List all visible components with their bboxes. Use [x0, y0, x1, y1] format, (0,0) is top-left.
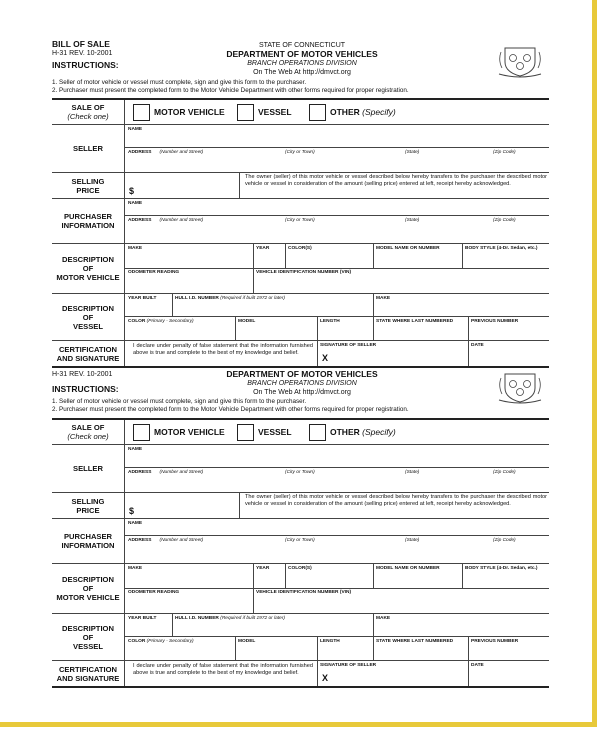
other-option: OTHER (Specify)	[330, 107, 396, 117]
instructions-list	[52, 79, 409, 95]
owner-statement: The owner (seller) of this motor vehicle or vessel described below hereby transfers to the purchaser the described motor vehicle or vessel in consideration of the amount (selling price) entered at left, receipt hereby acknowledged.	[245, 174, 547, 187]
certification-row	[52, 341, 549, 366]
mv-make-field[interactable]: MAKE	[128, 246, 143, 251]
selling-price-label: SELLING PRICE	[52, 493, 125, 518]
purchaser-label: PURCHASER INFORMATION	[52, 519, 125, 563]
header-center	[187, 41, 417, 77]
instruction-2: 2. Purchaser must present the completed form to the Motor Vehicle Department with other forms required for proper registration.	[52, 87, 409, 94]
purchaser-row	[52, 519, 549, 564]
vessel-checkbox[interactable]	[237, 424, 254, 441]
vessel-model-field[interactable]: MODEL	[238, 319, 256, 324]
motor-vehicle-row	[52, 244, 549, 294]
purchaser-zip: (Zip Code)	[493, 218, 516, 223]
sale-of-row	[52, 420, 549, 445]
other-checkbox[interactable]	[309, 104, 326, 121]
hull-id-field[interactable]: HULL I.D. NUMBER (Required if built 1972 or later)	[175, 296, 286, 301]
signature-x-mark: X	[322, 353, 329, 363]
motor-vehicle-description-label: DESCRIPTION OF MOTOR VEHICLE	[52, 244, 125, 293]
seller-state: (State)	[405, 150, 420, 155]
purchaser-name-field[interactable]: NAME	[128, 521, 143, 526]
seller-zip: (Zip Code)	[493, 150, 516, 155]
vessel-option: VESSEL	[258, 427, 292, 437]
mv-make-field[interactable]: MAKE	[128, 566, 143, 571]
other-option: OTHER (Specify)	[330, 427, 396, 437]
sale-of-label: SALE OF (Check one)	[52, 100, 125, 124]
branch-name: BRANCH OPERATIONS DIVISION	[247, 380, 357, 387]
seller-row	[52, 445, 549, 493]
form-copy-2	[52, 418, 549, 688]
state-seal-icon	[497, 370, 543, 404]
declaration-text: I declare under penalty of false statement that the information furnished above is true and complete to the best of my knowledge and belief.	[133, 343, 313, 356]
state-last-numbered-field[interactable]: STATE WHERE LAST NUMBERED	[376, 319, 454, 324]
state-seal-icon	[497, 44, 543, 78]
hull-id-field[interactable]: HULL I.D. NUMBER (Required if built 1972 or later)	[175, 616, 286, 621]
seller-zip: (Zip Code)	[493, 470, 516, 475]
vessel-option: VESSEL	[258, 107, 292, 117]
motor-vehicle-checkbox[interactable]	[133, 424, 150, 441]
vessel-length-field[interactable]: LENGTH	[320, 319, 340, 324]
odometer-field[interactable]: ODOMETER READING	[128, 590, 180, 595]
year-built-field[interactable]: YEAR BUILT	[128, 296, 157, 301]
sale-of-label: SALE OF (Check one)	[52, 420, 125, 444]
seller-city: (City or Town)	[285, 150, 315, 155]
certification-label: CERTIFICATION AND SIGNATURE	[52, 341, 125, 366]
web-address: On The Web At http://dmvct.org	[253, 69, 351, 76]
seller-name-field[interactable]: NAME	[128, 127, 143, 132]
form-code: H-31 REV. 10-2001	[52, 50, 113, 57]
state-name: STATE OF CONNECTICUT	[258, 42, 346, 49]
bill-title: BILL OF SALE	[52, 39, 110, 49]
mv-color-field[interactable]: COLOR(S)	[288, 246, 312, 251]
motor-vehicle-option: MOTOR VEHICLE	[154, 107, 225, 117]
selling-price-field[interactable]: $	[129, 506, 135, 516]
vessel-color-field[interactable]: COLOR (Primary - Secondary)	[128, 319, 194, 324]
state-last-numbered-field[interactable]: STATE WHERE LAST NUMBERED	[376, 639, 454, 644]
instructions-title: INSTRUCTIONS:	[52, 60, 119, 70]
header-left	[52, 370, 119, 394]
seller-address-field[interactable]: ADDRESS (Number and Street)	[128, 150, 204, 155]
web-address: On The Web At http://dmvct.org	[253, 389, 351, 396]
department-name: DEPARTMENT OF MOTOR VEHICLES	[226, 369, 378, 379]
owner-statement: The owner (seller) of this motor vehicle or vessel described below hereby transfers to the purchaser the described motor vehicle or vessel in consideration of the amount (selling price) entered at left, receipt hereby acknowledged.	[245, 494, 547, 507]
vessel-make-field[interactable]: MAKE	[376, 296, 391, 301]
previous-number-field[interactable]: PREVIOUS NUMBER	[471, 639, 519, 644]
mv-year-field[interactable]: YEAR	[256, 566, 270, 571]
mv-model-field[interactable]: MODEL NAME OR NUMBER	[376, 246, 440, 251]
sale-of-row	[52, 100, 549, 125]
department-name: DEPARTMENT OF MOTOR VEHICLES	[226, 49, 378, 59]
vessel-make-field[interactable]: MAKE	[376, 616, 391, 621]
seller-address-field[interactable]: ADDRESS (Number and Street)	[128, 470, 204, 475]
motor-vehicle-checkbox[interactable]	[133, 104, 150, 121]
seller-state: (State)	[405, 470, 420, 475]
mv-model-field[interactable]: MODEL NAME OR NUMBER	[376, 566, 440, 571]
odometer-field[interactable]: ODOMETER READING	[128, 270, 180, 275]
selling-price-row	[52, 493, 549, 519]
purchaser-state: (State)	[405, 538, 420, 543]
purchaser-name-field[interactable]: NAME	[128, 201, 143, 206]
selling-price-label: SELLING PRICE	[52, 173, 125, 198]
vin-field[interactable]: VEHICLE IDENTIFICATION NUMBER (VIN)	[256, 270, 352, 275]
purchaser-address-field[interactable]: ADDRESS (Number and Street)	[128, 218, 204, 223]
seller-label: SELLER	[52, 445, 125, 492]
mv-year-field[interactable]: YEAR	[256, 246, 270, 251]
vessel-checkbox[interactable]	[237, 104, 254, 121]
purchaser-zip: (Zip Code)	[493, 538, 516, 543]
declaration-text: I declare under penalty of false statement that the information furnished above is true and complete to the best of my knowledge and belief.	[133, 663, 313, 676]
instruction-2: 2. Purchaser must present the completed form to the Motor Vehicle Department with other forms required for proper registration.	[52, 406, 409, 413]
vessel-color-field[interactable]: COLOR (Primary - Secondary)	[128, 639, 194, 644]
instructions-title: INSTRUCTIONS:	[52, 384, 119, 394]
mv-color-field[interactable]: COLOR(S)	[288, 566, 312, 571]
seller-city: (City or Town)	[285, 470, 315, 475]
purchaser-state: (State)	[405, 218, 420, 223]
form-copy-1	[52, 98, 549, 368]
form-code: H-31 REV. 10-2001	[52, 371, 113, 378]
purchaser-row	[52, 199, 549, 244]
signature-x-mark: X	[322, 673, 329, 683]
vessel-model-field[interactable]: MODEL	[238, 639, 256, 644]
year-built-field[interactable]: YEAR BUILT	[128, 616, 157, 621]
instruction-1: 1. Seller of motor vehicle or vessel must complete, sign and give this form to the purchaser.	[52, 398, 307, 405]
seller-label: SELLER	[52, 125, 125, 172]
seller-signature-field[interactable]: SIGNATURE OF SELLER	[320, 343, 377, 348]
seller-signature-field[interactable]: SIGNATURE OF SELLER	[320, 663, 377, 668]
motor-vehicle-description-label: DESCRIPTION OF MOTOR VEHICLE	[52, 564, 125, 613]
selling-price-field[interactable]: $	[129, 186, 135, 196]
vessel-row	[52, 294, 549, 341]
purchaser-city: (City or Town)	[285, 218, 315, 223]
vessel-description-label: DESCRIPTION OF VESSEL	[52, 614, 125, 660]
certification-row	[52, 661, 549, 686]
vessel-description-label: DESCRIPTION OF VESSEL	[52, 294, 125, 340]
certification-label: CERTIFICATION AND SIGNATURE	[52, 661, 125, 686]
seller-name-field[interactable]: NAME	[128, 447, 143, 452]
vessel-length-field[interactable]: LENGTH	[320, 639, 340, 644]
motor-vehicle-row	[52, 564, 549, 614]
vessel-row	[52, 614, 549, 661]
previous-number-field[interactable]: PREVIOUS NUMBER	[471, 319, 519, 324]
vin-field[interactable]: VEHICLE IDENTIFICATION NUMBER (VIN)	[256, 590, 352, 595]
date-field[interactable]: DATE	[471, 663, 484, 668]
date-field[interactable]: DATE	[471, 343, 484, 348]
instruction-1: 1. Seller of motor vehicle or vessel must complete, sign and give this form to the purchaser.	[52, 79, 307, 86]
instructions-list	[52, 398, 409, 414]
header-left	[52, 40, 119, 70]
other-checkbox[interactable]	[309, 424, 326, 441]
purchaser-label: PURCHASER INFORMATION	[52, 199, 125, 243]
header-center	[187, 370, 417, 397]
mv-body-style-field[interactable]: BODY STYLE (4-Dr. Sedan, etc.)	[465, 566, 538, 571]
motor-vehicle-option: MOTOR VEHICLE	[154, 427, 225, 437]
selling-price-row	[52, 173, 549, 199]
mv-body-style-field[interactable]: BODY STYLE (4-Dr. Sedan, etc.)	[465, 246, 538, 251]
seller-row	[52, 125, 549, 173]
purchaser-address-field[interactable]: ADDRESS (Number and Street)	[128, 538, 204, 543]
branch-name: BRANCH OPERATIONS DIVISION	[247, 60, 357, 67]
purchaser-city: (City or Town)	[285, 538, 315, 543]
